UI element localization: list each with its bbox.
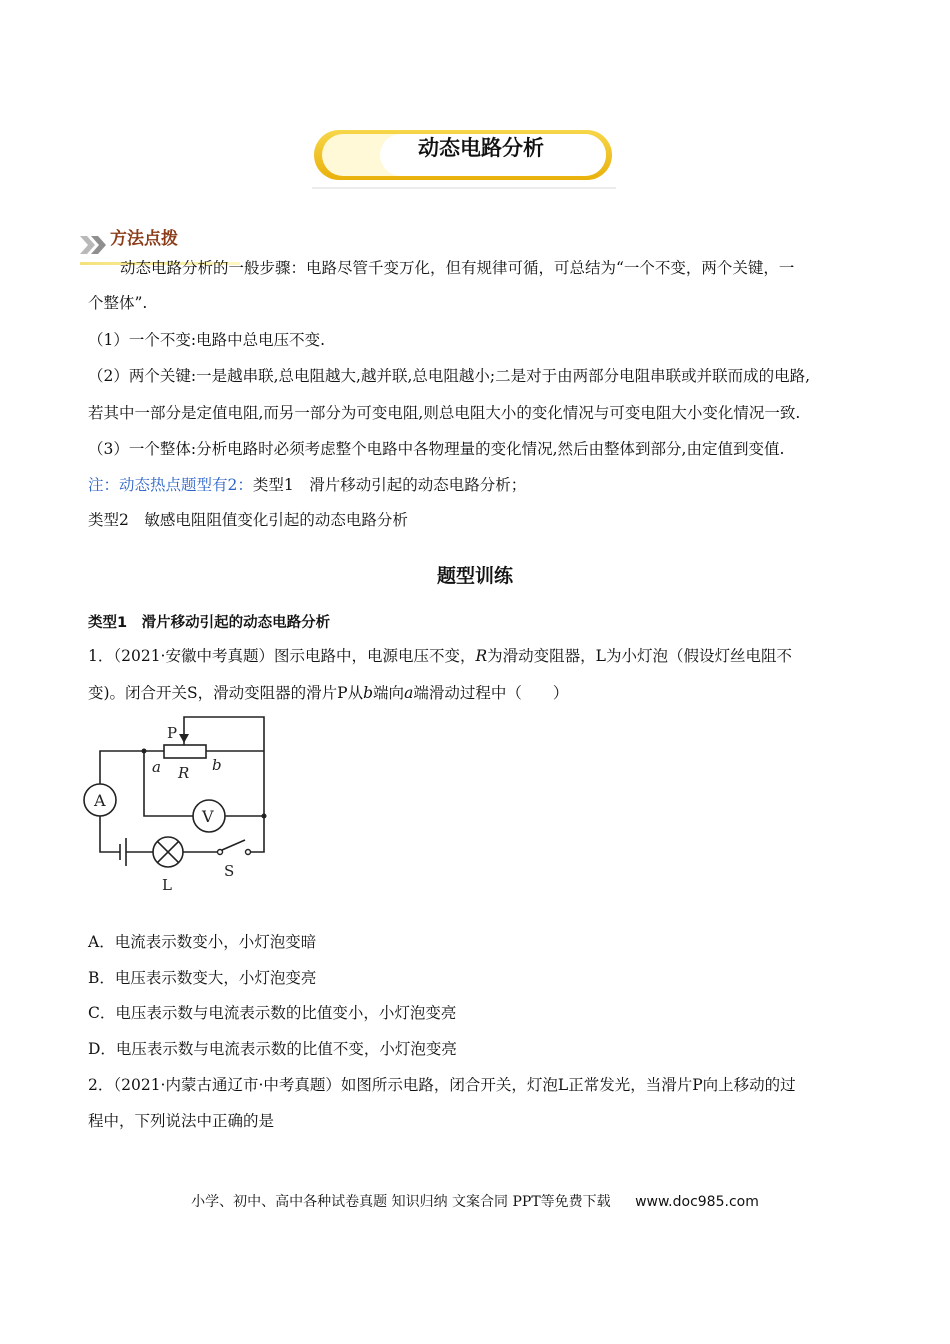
q1-var-b: b (363, 684, 374, 702)
question-1-line2 (88, 683, 568, 703)
label-b: b (212, 756, 222, 774)
method-line: 若其中一部分是定值电阻,而另一部分为可变电阻,则总电阻大小的变化情况与可变电阻大小变化情况一致. (88, 404, 801, 422)
label-V: V (202, 807, 214, 826)
method-line: 个整体”. (88, 294, 148, 312)
method-line: 动态电路分析的一般步骤：电路尽管千变万化，但有规律可循，可总结为“一个不变，两个关键，一 (120, 259, 795, 277)
label-a: a (152, 758, 161, 776)
page-title: 动态电路分析 (418, 136, 544, 160)
note-line (88, 475, 526, 495)
q1-text: 1．（2021·安徽中考真题）图示电路中，电源电压不变， (88, 647, 476, 665)
label-L: L (162, 876, 172, 894)
question-2-line1: 2．（2021·内蒙古通辽市·中考真题）如图所示电路，闭合开关，灯泡L正常发光，当滑片P向上移动的过 (88, 1076, 796, 1094)
double-chevron-icon (80, 234, 108, 260)
label-P: P (167, 724, 178, 742)
footer (0, 1191, 950, 1211)
method-line: （2）两个关键:一是越串联,总电阻越大,越并联,总电阻越小;二是对于由两部分电阻串联或并联而成的电路, (88, 367, 811, 385)
section-title: 题型训练 (436, 565, 513, 587)
q1-text: 为滑动变阻器，L为小灯泡（假设灯丝电阻不 (487, 647, 792, 665)
method-label: 方法点拨 (110, 229, 178, 249)
method-line: （1）一个不变:电路中总电压不变. (88, 331, 326, 349)
note-label: 注：动态热点题型有2： (88, 476, 253, 494)
q1-var-R: R (475, 647, 488, 665)
option-b: B．电压表示数变大，小灯泡变亮 (88, 969, 317, 987)
option-a: A．电流表示数变小，小灯泡变暗 (88, 933, 317, 951)
q1-text: 端滑动过程中（ ） (413, 684, 569, 702)
label-S: S (224, 862, 235, 880)
note-type2: 类型2 敏感电阻阻值变化引起的动态电路分析 (88, 511, 408, 529)
method-line: （3）一个整体:分析电路时必须考虑整个电路中各物理量的变化情况,然后由整体到部分,由定值到变值. (88, 440, 785, 458)
type1-heading: 类型1 滑片移动引起的动态电路分析 (88, 615, 331, 631)
label-A: A (94, 791, 106, 810)
title-banner (310, 120, 618, 192)
circuit-diagram (80, 712, 280, 901)
footer-text: 小学、初中、高中各种试卷真题 知识归纳 文案合同 PPT等免费下载 (191, 1194, 611, 1210)
question-2-line2: 程中，下列说法中正确的是 (88, 1112, 275, 1130)
question-1-line1 (88, 646, 792, 666)
label-R: R (178, 764, 190, 782)
q1-text: 端向 (373, 684, 405, 702)
note-type1: 类型1 滑片移动引起的动态电路分析； (252, 476, 527, 494)
option-d: D．电压表示数与电流表示数的比值不变，小灯泡变亮 (88, 1040, 457, 1058)
footer-site-link[interactable]: www.doc985.com (635, 1194, 759, 1210)
q1-text: 变)。闭合开关S，滑动变阻器的滑片P从 (88, 684, 364, 702)
option-c: C．电压表示数与电流表示数的比值变小，小灯泡变亮 (88, 1004, 457, 1022)
q1-var-a: a (404, 684, 414, 702)
